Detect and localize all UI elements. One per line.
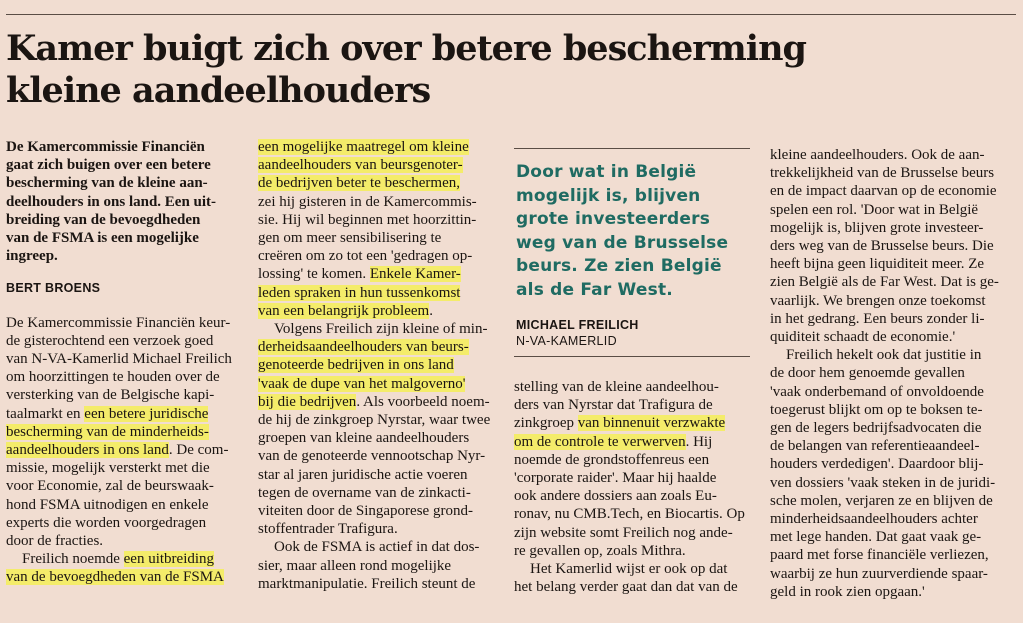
pull-quote-author: MICHAEL FREILICH — [516, 318, 639, 332]
text-line: experts die worden voorgedragen — [6, 514, 207, 531]
text-line: Freilich hekelt ook dat justitie in — [786, 347, 982, 364]
text-line — [514, 414, 752, 432]
text-line: missie, mogelijk versterkt met die — [6, 460, 210, 477]
text-line: heeft bijna geen liquiditeit meer. Ze — [770, 256, 985, 273]
text-run: zinkgroep — [514, 415, 578, 432]
text-line: viteiten door de Singaporese grond- — [258, 503, 473, 520]
text-run: . Als voorbeeld noem- — [356, 393, 490, 410]
text-line: minderheidsaandeelhouders achter — [770, 511, 978, 528]
text-line — [6, 568, 242, 586]
text-run: lossing' te komen. — [258, 266, 370, 283]
text-line — [258, 356, 498, 374]
body-paragraph — [6, 314, 242, 551]
highlighted-text: een betere juridische — [84, 405, 209, 422]
text-line: gen de legers bedrijfsadvocaten die — [770, 420, 982, 437]
text-line: vaarlijk. We brengen onze toekomst — [770, 292, 986, 309]
text-line: versterking van de Belgische kapi- — [6, 387, 215, 404]
text-line: van N-VA-Kamerlid Michael Freilich — [6, 351, 232, 368]
text-line: breiding van de bevoegdheden — [6, 211, 201, 228]
text-line: en de impact daarvan op de economie — [770, 183, 997, 200]
text-line — [258, 393, 498, 411]
text-line: ingreep. — [6, 248, 58, 265]
highlighted-text: van binnenuit verzwakte — [577, 415, 726, 432]
text-line: door de fracties. — [6, 533, 104, 550]
text-line: De Kamercommissie Financiën — [6, 139, 205, 155]
text-line: de gisterochtend een verzoek goed — [6, 332, 214, 349]
text-line: bescherming van de kleine aan- — [6, 175, 208, 192]
text-line: zien België als de Far West. Dat is ge- — [770, 274, 999, 291]
text-line: de hij de zinkgroep Nyrstar, waar twee — [258, 412, 491, 429]
highlighted-text: leden spraken in hun tussenkomst — [258, 284, 461, 301]
text-line: sie. Hij wil beginnen met hoorzittin- — [258, 211, 477, 228]
text-line: gaat zich buigen over een betere — [6, 157, 211, 174]
text-line: creëren om zo tot een 'gedragen op- — [258, 248, 473, 265]
text-line: met lege handen. Dat gaat vaak ge- — [770, 529, 982, 546]
text-line — [514, 433, 752, 451]
highlighted-text: een uitbreiding — [123, 551, 215, 568]
text-line: kleine aandeelhouders. Ook de aan- — [770, 147, 985, 163]
highlighted-text: derheidsaandeelhouders van beurs- — [258, 339, 469, 356]
text-line: spelen een rol. 'Door wat in België — [770, 201, 979, 218]
text-line — [258, 302, 498, 320]
body-paragraph — [514, 560, 752, 596]
text-line: toegerust blijkt om op te boksen te- — [770, 401, 983, 418]
text-line: Ook de FSMA is actief in dat dos- — [274, 539, 480, 556]
top-rule — [6, 14, 1016, 15]
body-paragraph — [6, 550, 242, 586]
text-line: van de FSMA is een mogelijke — [6, 230, 199, 247]
quote-line: als de Far West. — [516, 279, 673, 300]
text-line: voor Economie, zal de beurswaak- — [6, 478, 214, 495]
body-paragraph — [770, 146, 1010, 346]
text-line: in het gedrang. Een beurs zonder li- — [770, 310, 985, 327]
text-line: trekkelijkheid van de Brusselse beurs — [770, 165, 995, 182]
text-line: om hoorzittingen te houden over de — [6, 369, 220, 386]
column-3 — [514, 378, 752, 596]
text-line: ronav, nu CMB.Tech, en Biocartis. Op — [514, 506, 745, 523]
highlighted-text: bescherming van de minderheids- — [6, 423, 209, 440]
headline-line: kleine aandeelhouders — [6, 70, 431, 111]
text-line: marktmanipulatie. Freilich steunt de — [258, 575, 476, 592]
highlighted-text: genoteerde bedrijven in ons land — [258, 357, 454, 374]
byline: BERT BROENS — [6, 281, 101, 296]
text-line: noemde de grondstoffenreus een — [514, 451, 710, 468]
text-line: zijn website somt Freilich nog ande- — [514, 524, 733, 541]
text-line: tegen de overname van de zinkacti- — [258, 484, 471, 501]
text-line: hond FSMA uitnodigen en enkele — [6, 496, 209, 513]
text-line — [6, 550, 242, 568]
text-run: . De com- — [168, 442, 229, 459]
text-line: 'corporate raider'. Maar hij haalde — [514, 470, 717, 487]
text-line — [258, 338, 498, 356]
body-paragraph — [514, 378, 752, 560]
highlighted-text: om de controle te verwerven — [514, 433, 686, 450]
text-line: waarbij ze hun zuurverdiende spaar- — [770, 565, 988, 582]
column-2 — [258, 138, 498, 593]
text-line: ook andere dossiers aan zoals Eu- — [514, 488, 717, 505]
text-line: geld in rook zien opgaan.' — [770, 583, 925, 600]
highlighted-text: van de bevoegdheden van de FSMA — [6, 569, 224, 586]
quote-line: grote investeerders — [516, 209, 711, 229]
text-line: paard met forse financiële verliezen, — [770, 547, 989, 564]
text-line — [6, 441, 242, 459]
quote-line: weg van de Brusselse — [516, 232, 729, 253]
text-line: stoffentrader Trafigura. — [258, 521, 398, 538]
text-line: de door hem genoemde gevallen — [770, 365, 965, 382]
text-line: gen om meer sensibilisering te — [258, 230, 442, 247]
text-line — [258, 138, 498, 156]
text-line: ven dossiers 'vaak steken in de juridi- — [770, 474, 996, 491]
text-line: stelling van de kleine aandeelhou- — [514, 379, 719, 395]
column-1 — [6, 138, 242, 587]
text-line: ders weg van de Brusselse beurs. Die — [770, 238, 994, 255]
text-run: . Hij — [685, 433, 713, 450]
text-line: ders van Nyrstar dat Trafigura de — [514, 397, 713, 414]
column-4 — [770, 146, 1010, 601]
text-line: Het Kamerlid wijst er ook op dat — [530, 561, 728, 578]
text-run: . — [429, 302, 433, 319]
text-line: houders verdedigen'. Daardoor blij- — [770, 456, 984, 473]
text-line: Volgens Freilich zijn kleine of min- — [274, 321, 488, 338]
text-line: re gevallen op, zoals Mithra. — [514, 542, 686, 559]
text-line — [258, 156, 498, 174]
quote-line: mogelijk is, blijven — [516, 185, 701, 206]
text-line — [258, 174, 498, 192]
pull-quote — [514, 148, 750, 348]
body-paragraph — [258, 138, 498, 320]
text-line: zei hij gisteren in de Kamercommis- — [258, 193, 477, 210]
headline-line: Kamer buigt zich over betere bescherming — [6, 28, 806, 69]
text-line: groepen van kleine aandeelhouders — [258, 430, 470, 447]
pull-quote-text — [516, 161, 750, 302]
text-line: sier, maar alleen rond mogelijke — [258, 557, 452, 574]
pull-quote-role: N-VA-KAMERLID — [516, 334, 617, 348]
highlighted-text: aandeelhouders van beursgenoter- — [258, 157, 463, 174]
highlighted-text: Enkele Kamer- — [369, 266, 461, 283]
text-line — [6, 405, 242, 423]
text-line: quiditeit schaadt de economie.' — [770, 329, 956, 346]
body-paragraph — [258, 320, 498, 538]
text-line: De Kamercommissie Financiën keur- — [6, 314, 231, 331]
text-line: deelhouders in ons land. Een uit- — [6, 193, 217, 210]
quote-line: beurs. Ze zien België — [516, 256, 722, 276]
text-line: het belang verder gaat dan dat van de — [514, 579, 738, 596]
text-line — [258, 265, 498, 283]
highlighted-text: aandeelhouders in ons land — [6, 442, 169, 459]
headline — [6, 28, 1006, 112]
text-line: star al jaren juridische actie voeren — [258, 466, 468, 483]
text-line: van de genoteerde vennootschap Nyr- — [258, 448, 486, 465]
text-run: taalmarkt en — [6, 405, 85, 422]
text-run: Freilich noemde — [22, 551, 124, 568]
body-paragraph — [770, 346, 1010, 601]
text-line: de belangen van referentieaandeel- — [770, 438, 980, 455]
highlighted-text: 'vaak de dupe van het malgoverno' — [258, 375, 466, 392]
text-line — [6, 423, 242, 441]
body-paragraph — [258, 538, 498, 593]
highlighted-text: een mogelijke maatregel om kleine — [258, 139, 469, 155]
intro-paragraph — [6, 138, 242, 265]
quote-line: Door wat in België — [516, 162, 697, 182]
text-line: mogelijk is, blijven grote investeer- — [770, 219, 984, 236]
highlighted-text: bij die bedrijven — [258, 393, 357, 410]
text-line: sche molen, verjaren ze en blijven de — [770, 492, 993, 509]
text-line — [258, 284, 498, 302]
highlighted-text: van een belangrijk probleem — [258, 302, 430, 319]
text-line: 'vaak onderbemand of onvoldoende — [770, 383, 984, 400]
text-line — [258, 375, 498, 393]
highlighted-text: de bedrijven beter te beschermen, — [258, 175, 460, 192]
pull-quote-bottom-rule — [514, 356, 750, 357]
